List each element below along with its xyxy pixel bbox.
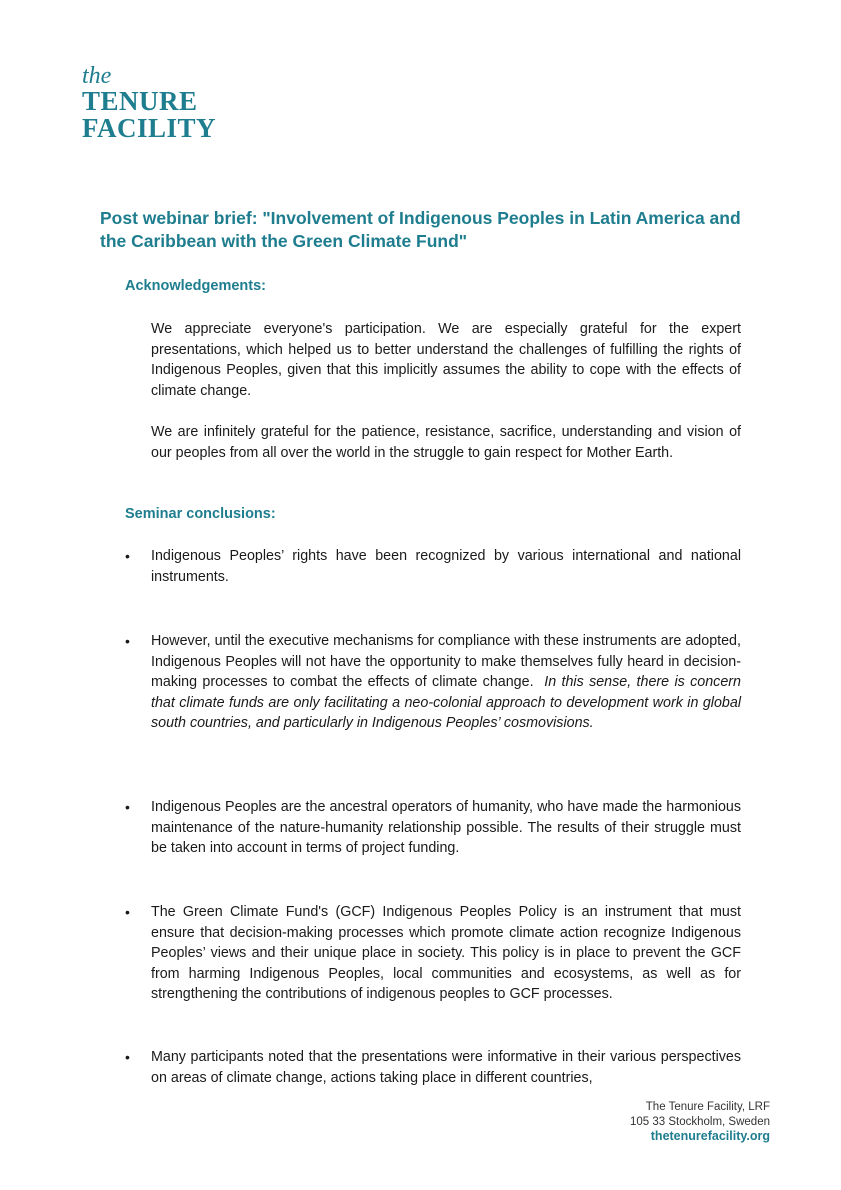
conclusion-item-3 (125, 797, 741, 859)
tenure-facility-logo (82, 64, 216, 142)
conclusion-item-4 (125, 902, 741, 1005)
conclusion-text: Indigenous Peoples are the ancestral operators of humanity, who have made the harmonious maintenance of the nature-humanity relationship possible. The results of their struggle must be taken into account in terms of project funding. (151, 799, 741, 856)
seminar-conclusions-heading: Seminar conclusions: (125, 506, 276, 522)
logo-tenure: TENURE (82, 86, 198, 116)
bullet-marker: • (125, 1049, 130, 1065)
bullet-marker: • (125, 904, 130, 920)
conclusion-text: Many participants noted that the presentations were informative in their various perspectives on areas of climate change, actions taking place in different countries, (151, 1049, 741, 1086)
footer-address: 105 33 Stockholm, Sweden (629, 1115, 770, 1128)
acknowledgements-heading: Acknowledgements: (125, 278, 266, 294)
conclusion-text-italic: In this sense, there is concern that climate funds are only facilitating a neo-colonial approach to development work in global south countries, and particularly in Indigenous Peoples’ cosmovisions. (151, 674, 741, 731)
acknowledgements-paragraph-1: We appreciate everyone's participation. We are especially grateful for the expert presentations, which helped us to better understand the challenges of fulfilling the rights of Indigenous Peoples, given that this implicitly assumes the ability to cope with the effects of climate change. (151, 321, 741, 399)
bullet-marker: • (125, 799, 130, 815)
logo-facility: FACILITY (82, 113, 217, 143)
logo-the: the (82, 63, 112, 89)
acknowledgements-paragraph-2: We are infinitely grateful for the patience, resistance, sacrifice, understanding and vision of our peoples from all over the world in the struggle to gain respect for Mother Earth. (151, 424, 741, 461)
conclusion-item-5 (125, 1047, 741, 1088)
document-title: Post webinar brief: "Involvement of Indigenous Peoples in Latin America and the Caribbean with the Green Climate Fund" (100, 208, 741, 251)
conclusion-item-1 (125, 546, 741, 587)
conclusion-text-regular: However, until the executive mechanisms for compliance with these instruments are adopted, Indigenous Peoples will not have the opportunity to make themselves fully heard in decision-making processes to combat the effects of climate change. (151, 633, 741, 690)
bullet-marker: • (125, 548, 130, 564)
conclusion-text: Indigenous Peoples’ rights have been recognized by various international and national instruments. (151, 548, 741, 585)
conclusion-text: The Green Climate Fund's (GCF) Indigenous Peoples Policy is an instrument that must ensure that decision-making processes which promote climate action recognize Indigenous Peoples’ views and their unique place in society. This policy is in place to prevent the GCF from harming Indigenous Peoples, local communities and ecosystems, as well as for strengthening the contributions of indigenous peoples to GCF processes. (151, 904, 741, 1002)
bullet-marker: • (125, 633, 130, 649)
footer-website-link[interactable]: thetenurefacility.org (650, 1129, 770, 1143)
page-footer (630, 1100, 770, 1144)
conclusion-text (151, 631, 741, 734)
footer-org: The Tenure Facility, LRF (645, 1101, 770, 1113)
conclusion-item-2 (125, 631, 741, 734)
